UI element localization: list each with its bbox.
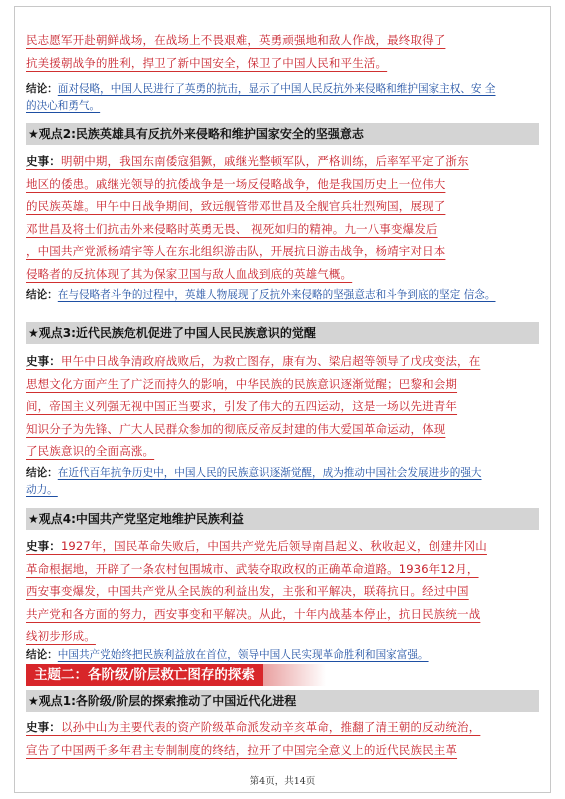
history-line: 西安事变爆发，中国共产党从全民族的利益出发，主张和平解决，联蒋抗日。经过中国 bbox=[26, 584, 469, 598]
point3-heading: ★观点3:近代民族危机促进了中国人民民族意识的觉醒 bbox=[26, 322, 539, 344]
theme2-point1-heading: ★观点1:各阶级/阶层的探索推动了中国近代化进程 bbox=[26, 690, 539, 712]
point4-history-block bbox=[26, 535, 540, 648]
history-line: 思想文化方面产生了广泛而持久的影响，中华民族的民族意识逐渐觉醒；巴黎和会期 bbox=[26, 376, 458, 391]
history-label: 史事： bbox=[26, 720, 61, 734]
history-line: 侵略者的反抗体现了其为保家卫国与敌人血战到底的英雄气概。 bbox=[26, 266, 353, 281]
conclusion-text: 在近代百年抗争历史中，中国人民的民族意识逐渐觉醒，成为推动中国社会发展进步的强大 bbox=[57, 467, 482, 479]
history-line: 明朝中期，我国东南倭寇猖獗，戚继光整顿军队，严格训练，后率军平定了浙东 bbox=[60, 154, 469, 168]
history-line: 知识分子为先锋、广大人民群众参加的彻底反帝反封建的伟大爱国革命运动，体现 bbox=[26, 421, 446, 436]
point2-history-block bbox=[26, 150, 540, 285]
point2-conclusion bbox=[26, 287, 540, 304]
conclusion-text: 的决心和勇气。 bbox=[26, 100, 101, 112]
history-line: 1927年，国民革命失败后，中国共产党先后领导南昌起义、秋收起义，创建井冈山 bbox=[60, 539, 487, 553]
history-line: 革命根据地，开辟了一条农村包围城市、武装夺取政权的正确革命道路。1936年12月， bbox=[26, 561, 479, 576]
conclusion-text: 在与侵略者斗争的过程中，英雄人物展现了反抗外来侵略的坚强意志和斗争到底的坚定 信念。 bbox=[57, 289, 496, 301]
conclusion-text: 面对侵略，中国人民进行了英勇的抗击，显示了中国人民反抗外来侵略和维护国家主权、安 全 bbox=[57, 83, 496, 95]
point3-history-block bbox=[26, 350, 540, 463]
conclusion-label: 结论： bbox=[26, 649, 58, 661]
history-line: 的民族英雄。甲午中日战争期间，致远舰管带邓世昌及全舰官兵壮烈殉国，展现了 bbox=[26, 199, 446, 213]
page-footer: 第4页，共14页 bbox=[249, 776, 316, 787]
history-line: 甲午中日战争清政府战败后，为救亡图存，康有为、梁启超等领导了戊戌变法，在 bbox=[60, 354, 481, 368]
history-line: 地区的倭患。戚继光领导的抗倭战争是一场反侵略战争，他是我国历史上一位伟大 bbox=[26, 176, 446, 191]
history-line: 了民族意识的全面高涨。 bbox=[26, 444, 155, 458]
theme2-banner bbox=[26, 664, 326, 686]
history-label: 史事： bbox=[26, 354, 61, 368]
point4-heading: ★观点4:中国共产党坚定地维护民族利益 bbox=[26, 508, 539, 530]
history-line: 抗美援朝战争的胜利，捍卫了新中国安全，保卫了中国人民和平生活。 bbox=[26, 55, 388, 70]
history-label: 史事： bbox=[26, 539, 61, 553]
history-line: 线初步形成。 bbox=[26, 629, 96, 643]
history-line: 宣告了中国两千多年君主专制制度的终结，拉开了中国完全意义上的近代民族民主革 bbox=[26, 742, 458, 757]
banner-gradient bbox=[263, 664, 326, 686]
point2-heading: ★观点2:民族英雄具有反抗外来侵略和维护国家安全的坚强意志 bbox=[26, 123, 539, 145]
conclusion-text: 动力。 bbox=[26, 484, 58, 496]
theme2-banner-title: 主题二：各阶级/阶层救亡图存的探索 bbox=[26, 664, 263, 686]
history-line: 以孙中山为主要代表的资产阶级革命派发动辛亥革命，推翻了清王朝的反动统治， bbox=[60, 720, 481, 734]
theme2-history-block bbox=[26, 716, 540, 761]
point3-conclusion bbox=[26, 465, 540, 499]
point4-conclusion bbox=[26, 647, 540, 664]
history-label: 史事： bbox=[26, 154, 61, 168]
conclusion-label: 结论： bbox=[26, 467, 58, 479]
conclusion-text: 中国共产党始终把民族利益放在首位，领导中国人民实现革命胜利和国家富强。 bbox=[57, 649, 429, 661]
history-line: ，中国共产党派杨靖宇等人在东北组织游击队，开展抗日游击战争，杨靖宇对日本 bbox=[26, 244, 446, 258]
top-conclusion bbox=[26, 81, 540, 115]
top-history-block bbox=[26, 29, 540, 74]
history-line: 间，帝国主义列强无视中国正当要求，引发了伟大的五四运动，这是一场以先进青年 bbox=[26, 399, 458, 413]
history-line: 民志愿军开赴朝鲜战场，在战场上不畏艰难，英勇顽强地和敌人作战，最终取得了 bbox=[26, 33, 446, 47]
conclusion-label: 结论： bbox=[26, 83, 58, 95]
history-line: 共产党和各方面的努力，西安事变和平解决。从此，十年内战基本停止，抗日民族统一战 bbox=[26, 606, 481, 621]
history-line: 邓世昌及将士们抗击外来侵略时英勇无畏、 视死如归的精神。九一八事变爆发后 bbox=[26, 221, 438, 236]
conclusion-label: 结论： bbox=[26, 289, 58, 301]
